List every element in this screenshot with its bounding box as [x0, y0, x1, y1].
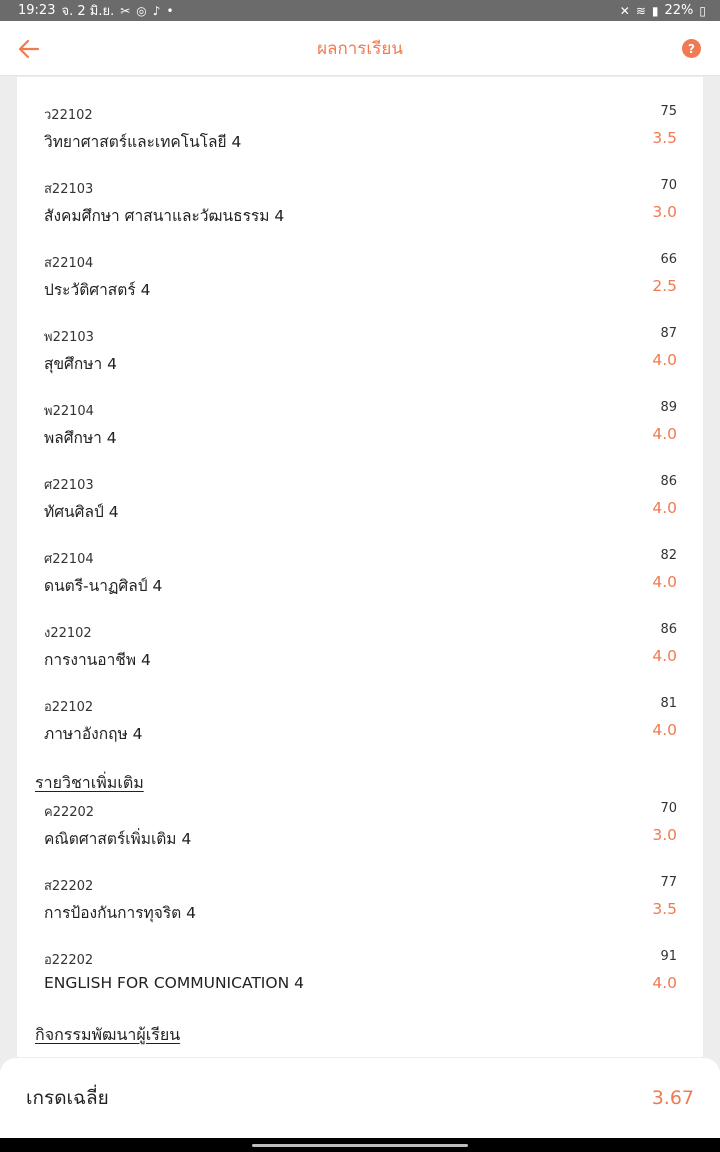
course-row: [17, 922, 703, 996]
course-code: พ22104: [44, 404, 94, 419]
course-score: 77: [660, 875, 677, 890]
additional-section-title: รายวิชาเพิ่มเติม: [35, 773, 144, 792]
course-name: ENGLISH FOR COMMUNICATION 4: [44, 974, 304, 992]
course-grade: 4.0: [652, 573, 677, 591]
gpa-value: 3.67: [651, 1087, 694, 1109]
course-score: 82: [660, 548, 677, 563]
home-gesture-handle[interactable]: [252, 1144, 468, 1147]
course-name: คณิตศาสตร์เพิ่มเติม 4: [44, 830, 192, 848]
activity-section-title: กิจกรรมพัฒนาผู้เรียน: [35, 1025, 181, 1044]
course-name: พลศึกษา 4: [44, 429, 117, 447]
course-name: ทัศนศิลป์ 4: [44, 503, 119, 521]
course-score: 81: [660, 696, 677, 711]
course-score: 75: [660, 104, 677, 119]
course-row: [17, 151, 703, 225]
course-row: [17, 299, 703, 373]
course-row: [17, 77, 703, 151]
course-score: 70: [660, 178, 677, 193]
course-score: 66: [660, 252, 677, 267]
course-score: 70: [660, 801, 677, 816]
mute-icon: ✕: [619, 3, 630, 18]
course-name: การป้องกันการทุจริต 4: [44, 904, 197, 922]
course-grade: 4.0: [652, 974, 677, 992]
course-name: ดนตรี-นาฏศิลป์ 4: [44, 577, 163, 595]
tiktok-icon: ♪: [152, 3, 161, 18]
gpa-label: เกรดเฉลี่ย: [26, 1087, 109, 1109]
course-score: 86: [660, 622, 677, 637]
course-name: สุขศึกษา 4: [44, 355, 117, 373]
course-score: 86: [660, 474, 677, 489]
course-grade: 4.0: [652, 647, 677, 665]
status-bar: [0, 0, 720, 21]
course-name: การงานอาชีพ 4: [44, 651, 151, 669]
course-code: ง22102: [44, 626, 92, 641]
course-row: [17, 774, 703, 848]
capcut-icon: ✂: [120, 3, 131, 18]
course-grade: 3.0: [652, 203, 677, 221]
course-code: ส22103: [44, 182, 94, 197]
course-row: [17, 669, 703, 743]
course-code: ศ22104: [44, 552, 94, 567]
instagram-icon: ◎: [136, 3, 147, 18]
course-code: ส22202: [44, 879, 94, 894]
course-row: [17, 373, 703, 447]
course-code: พ22103: [44, 330, 94, 345]
status-date: จ. 2 มิ.ย.: [61, 4, 115, 19]
course-grade: 3.5: [652, 129, 677, 147]
course-grade: 4.0: [652, 499, 677, 517]
battery-percent: 22%: [664, 3, 694, 18]
course-code: อ22202: [44, 953, 94, 968]
arrow-left-icon: [18, 38, 40, 60]
course-code: ค22202: [44, 805, 95, 820]
course-name: ประวัติศาสตร์ 4: [44, 281, 151, 299]
course-score: 91: [660, 949, 677, 964]
course-row: [17, 447, 703, 521]
wifi-icon: ≋: [635, 3, 646, 18]
app-bar: [0, 21, 720, 76]
course-row: [17, 521, 703, 595]
course-name: สังคมศึกษา ศาสนาและวัฒนธรรม 4: [44, 207, 285, 225]
course-code: อ22102: [44, 700, 94, 715]
status-time: 19:23: [18, 3, 56, 18]
help-button[interactable]: ?: [682, 39, 701, 58]
course-grade: 4.0: [652, 721, 677, 739]
course-name: วิทยาศาสตร์และเทคโนโลยี 4: [44, 133, 242, 151]
course-row: [17, 848, 703, 922]
course-grade: 4.0: [652, 351, 677, 369]
course-code: ส22104: [44, 256, 94, 271]
course-grade: 3.0: [652, 826, 677, 844]
signal-icon: ▮: [651, 3, 659, 18]
course-grade: 2.5: [652, 277, 677, 295]
course-score: 89: [660, 400, 677, 415]
course-score: 87: [660, 326, 677, 341]
grades-list: [17, 77, 703, 1057]
course-grade: 4.0: [652, 425, 677, 443]
page-title: ผลการเรียน: [317, 38, 403, 59]
course-row: [17, 225, 703, 299]
dot-icon: •: [166, 3, 174, 18]
course-grade: 3.5: [652, 900, 677, 918]
course-row: [17, 595, 703, 669]
course-name: ภาษาอังกฤษ 4: [44, 725, 143, 743]
system-nav-bar: [0, 1138, 720, 1152]
gpa-summary: [0, 1058, 720, 1138]
back-button[interactable]: [14, 34, 44, 64]
battery-icon: ▯: [699, 3, 706, 18]
course-code: ว22102: [44, 108, 93, 123]
course-code: ศ22103: [44, 478, 94, 493]
